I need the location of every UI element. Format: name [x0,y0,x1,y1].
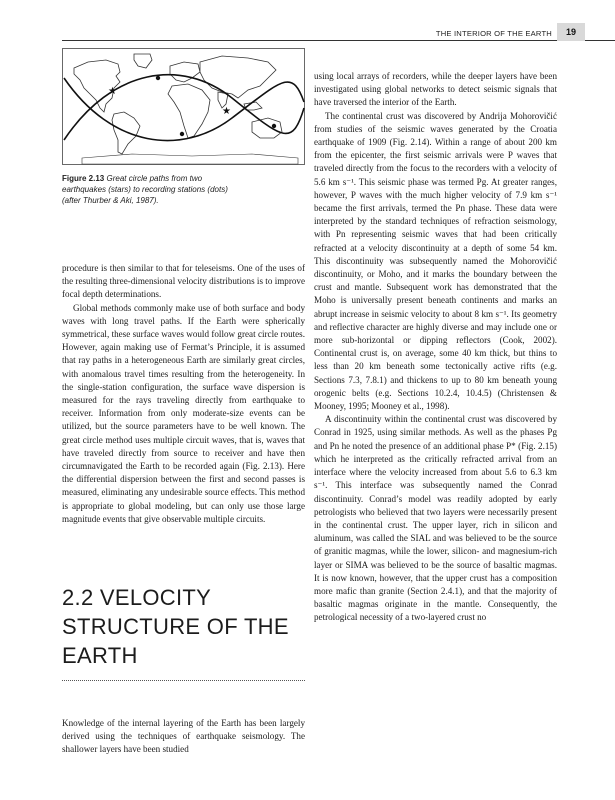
left-column-top [62,262,305,526]
world-map-great-circle-paths [62,48,305,165]
paragraph: using local arrays of recorders, while the deeper layers have been investigated using global networks to detect seismic signals that have traversed the interior of the Earth. [314,71,557,108]
page-number: 19 [557,23,585,41]
paragraph: A discontinuity within the continental crust was discovered by Conrad in 1925, using similar methods. As well as the phases Pg and Pn he noted the presence of an additional phase P* (Fig. 2.15) which he interpreted as the critically refracted arrival from an interface where the velocity increased from about 5.6 to 6.3 km s⁻¹. This interface was subsequently named the Conrad discontinuity. Conrad’s model was readily adopted by early petrologists who believed that two layers were necessarily present in the continental crust. The upper layer, rich in silicon and aluminum, was called the SIAL and was believed to be the source of granitic magmas, while the lower, silicon- and magnesium-rich layer or SIMA was believed to be the source of basaltic magmas. It is now known, however, that the upper crust has a composition more mafic than granite (Section 2.4.1), and that the majority of basaltic magmas originate in the mantle. Consequently, the petrological necessity of a two-layered crust no [314,414,557,623]
section-title: 2.2 VELOCITY STRUCTURE OF THE EARTH [62,585,289,668]
station-dot-icon [272,124,276,128]
paragraph: Knowledge of the internal layering of the Earth has been largely derived using the techniques of earthquake seismology. The shallower layers have been studied [62,718,305,755]
figure-2-13 [62,48,305,165]
running-head: THE INTERIOR OF THE EARTH [435,29,552,38]
right-column [314,70,557,625]
left-column-bottom [62,717,305,757]
section-divider [62,680,305,681]
figure-caption [62,173,240,207]
australia [252,118,282,138]
earthquake-star-icon: ★ [108,86,117,97]
paragraph: procedure is then similar to that for teleseisms. One of the uses of the resulting three-dimensional velocity distributions is to improve focal depth determinations. [62,263,305,300]
header-rule [62,40,615,41]
paragraph: The continental crust was discovered by Andrija Mohorovičić from studies of the seismic waves generated by the Croatia earthquake of 1909 (Fig. 2.14). Within a range of about 200 km from the epicenter, the first seismic arrivals were P waves that traveled directly from the focus to the recorders with a velocity of 5.6 km s⁻¹. This seismic phase was termed Pg. At greater ranges, however, P waves with the much higher velocity of 7.9 km s⁻¹ became the first arrivals, termed the Pn phase. These data were interpreted by the standard techniques of refraction seismology, with Pn representing seismic waves that had been critically refracted at a velocity discontinuity at a depth of some 54 km. This discontinuity was subsequently named the Mohorovičić discontinuity, or Moho, and it marks the boundary between the crust and mantle. Subsequent work has demonstrated that the Moho is universally present beneath continents and marks an abrupt increase in seismic velocity to about 8 km s⁻¹. Its geometry and reflective character are highly diverse and may include one or more sub-horizontal or dipping reflectors (Cook, 2002). Continental crust is, on average, some 40 km thick, but thins to less than 20 km beneath some tectonically active rifts (e.g. Sections 7.3, 7.8.1) and thickens to up to 80 km beneath young orogenic belts (e.g. Sections 10.2.4, 10.4.5) (Christensen & Mooney, 1995; Mooney et al., 1998). [314,110,557,412]
earthquake-star-icon: ★ [222,106,231,117]
figure-caption-text: Great circle paths from two earthquakes (stars) to recording stations (dots) (after Thurber & Aki, 1987). [62,174,228,206]
station-dot-icon [180,132,184,136]
figure-label: Figure 2.13 [62,174,105,183]
paragraph: Global methods commonly make use of both surface and body waves with long travel paths. If the Earth were spherically symmetrical, these surface waves would follow great circle routes. However, again making use of Fermat’s Principle, it is assumed that ray paths in a heterogeneous Earth are similarly great circles, with anomalous travel times resulting from the heterogeneity. In the single-station configuration, the surface wave dispersion is measured for the rays traveling directly from earthquake to receiver. Information from only moderate-size events can be utilized, but the source parameters have to be well known. The great circle method uses multiple circuit waves, that is, waves that have traveled directly from source to receiver and have then circumnavigated the Earth to be recorded again (Fig. 2.13). Here the differential dispersion between the first and second passes is measured, eliminating any undesirable source effects. This method is appropriate to global modeling, but can only use those large magnitude events that give observable multiple circuits. [62,302,305,524]
station-dot-icon [156,76,160,80]
